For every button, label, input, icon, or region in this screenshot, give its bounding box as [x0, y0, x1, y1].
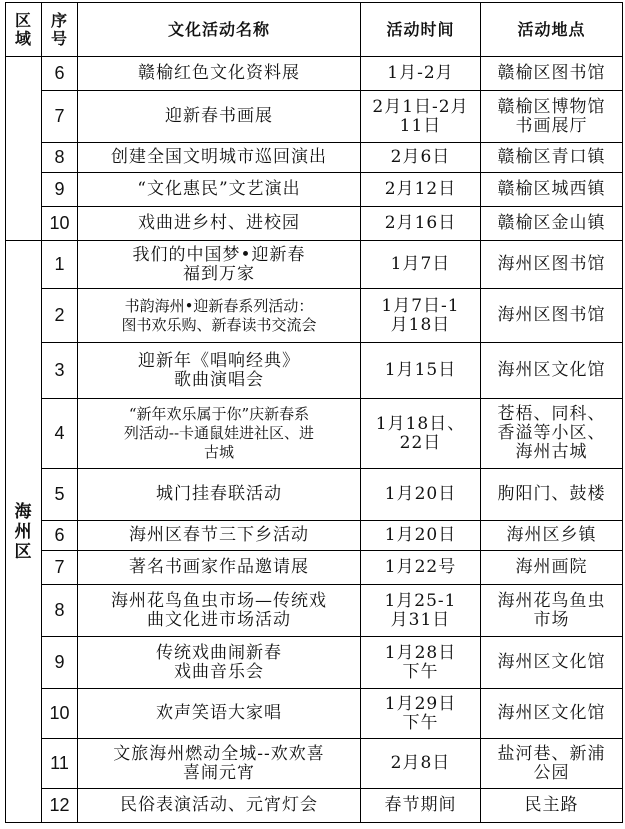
place-cell: 苍梧、同科、 香溢等小区、 海州古城	[481, 399, 623, 469]
place-cell: 赣榆区博物馆书画展厅	[481, 91, 623, 143]
name-cell: 民俗表演活动、元宵灯会	[78, 789, 361, 823]
time-cell: 2月16日	[361, 207, 481, 241]
table-row	[6, 585, 623, 637]
name-cell: 海州花鸟鱼虫市场—传统戏 曲文化进市场活动	[78, 585, 361, 637]
table-row	[6, 241, 623, 289]
header-name: 文化活动名称	[78, 3, 361, 57]
seq-cell: 11	[42, 739, 78, 789]
place-cell: 海州区图书馆	[481, 241, 623, 289]
seq-cell: 5	[42, 469, 78, 521]
seq-cell: 8	[42, 143, 78, 173]
seq-cell: 2	[42, 289, 78, 343]
name-cell: 海州区春节三下乡活动	[78, 521, 361, 551]
activity-table	[5, 2, 623, 823]
place-cell: 海州区乡镇	[481, 521, 623, 551]
place-cell: 海州画院	[481, 551, 623, 585]
time-cell: 春节期间	[361, 789, 481, 823]
time-cell: 1月15日	[361, 343, 481, 399]
time-cell: 1月29日 下午	[361, 689, 481, 739]
name-cell: 城门挂春联活动	[78, 469, 361, 521]
seq-cell: 9	[42, 637, 78, 689]
table-row	[6, 143, 623, 173]
place-cell: 朐阳门、鼓楼	[481, 469, 623, 521]
time-cell: 1月7日	[361, 241, 481, 289]
name-cell: 迎新年《唱响经典》 歌曲演唱会	[78, 343, 361, 399]
table-row	[6, 343, 623, 399]
table-row	[6, 739, 623, 789]
header-place: 活动地点	[481, 3, 623, 57]
time-cell: 2月6日	[361, 143, 481, 173]
header-row	[6, 3, 623, 57]
time-cell: 2月1日-2月11日	[361, 91, 481, 143]
table-row	[6, 637, 623, 689]
time-cell: 2月8日	[361, 739, 481, 789]
time-cell: 1月-2月	[361, 57, 481, 91]
name-cell: 文旅海州燃动全城--欢欢喜 喜闹元宵	[78, 739, 361, 789]
name-cell: 传统戏曲闹新春 戏曲音乐会	[78, 637, 361, 689]
name-cell: 赣榆红色文化资料展	[78, 57, 361, 91]
name-cell: 创建全国文明城市巡回演出	[78, 143, 361, 173]
seq-cell: 10	[42, 689, 78, 739]
seq-cell: 1	[42, 241, 78, 289]
activity-table-wrapper	[5, 2, 622, 823]
seq-cell: 3	[42, 343, 78, 399]
table-row	[6, 207, 623, 241]
place-cell: 海州区文化馆	[481, 343, 623, 399]
table-row	[6, 289, 623, 343]
seq-cell: 7	[42, 551, 78, 585]
time-cell: 1月20日	[361, 469, 481, 521]
time-cell: 1月20日	[361, 521, 481, 551]
seq-cell: 8	[42, 585, 78, 637]
region-cell-ganyu	[6, 57, 42, 241]
table-row	[6, 551, 623, 585]
place-cell: 赣榆区青口镇	[481, 143, 623, 173]
header-time: 活动时间	[361, 3, 481, 57]
table-row	[6, 689, 623, 739]
time-cell: 1月28日 下午	[361, 637, 481, 689]
place-cell: 海州区文化馆	[481, 689, 623, 739]
seq-cell: 4	[42, 399, 78, 469]
place-cell: 海州区文化馆	[481, 637, 623, 689]
time-cell: 1月7日-1 月18日	[361, 289, 481, 343]
name-cell: “新年欢乐属于你”庆新春系 列活动--卡通鼠娃进社区、进 古城	[78, 399, 361, 469]
name-cell: 我们的中国梦•迎新春 福到万家	[78, 241, 361, 289]
time-cell: 1月18日、 22日	[361, 399, 481, 469]
table-row	[6, 91, 623, 143]
name-cell: 欢声笑语大家唱	[78, 689, 361, 739]
seq-cell: 7	[42, 91, 78, 143]
name-cell: “文化惠民”文艺演出	[78, 173, 361, 207]
table-row	[6, 57, 623, 91]
table-row	[6, 469, 623, 521]
table-row	[6, 399, 623, 469]
place-cell: 海州花鸟鱼虫 市场	[481, 585, 623, 637]
time-cell: 1月22号	[361, 551, 481, 585]
header-seq: 序号	[42, 3, 78, 57]
seq-cell: 9	[42, 173, 78, 207]
table-row	[6, 521, 623, 551]
name-cell: 著名书画家作品邀请展	[78, 551, 361, 585]
name-cell: 迎新春书画展	[78, 91, 361, 143]
name-cell: 戏曲进乡村、进校园	[78, 207, 361, 241]
header-region: 区域	[6, 3, 42, 57]
region-cell-haizhou: 海州区	[6, 241, 42, 823]
name-cell: 书韵海州•迎新春系列活动： 图书欢乐购、新春读书交流会	[78, 289, 361, 343]
place-cell: 赣榆区金山镇	[481, 207, 623, 241]
table-row	[6, 789, 623, 823]
place-cell: 盐河巷、新浦 公园	[481, 739, 623, 789]
seq-cell: 12	[42, 789, 78, 823]
place-cell: 海州区图书馆	[481, 289, 623, 343]
seq-cell: 6	[42, 521, 78, 551]
table-row	[6, 173, 623, 207]
seq-cell: 6	[42, 57, 78, 91]
place-cell: 民主路	[481, 789, 623, 823]
time-cell: 2月12日	[361, 173, 481, 207]
seq-cell: 10	[42, 207, 78, 241]
time-cell: 1月25-1 月31日	[361, 585, 481, 637]
place-cell: 赣榆区城西镇	[481, 173, 623, 207]
place-cell: 赣榆区图书馆	[481, 57, 623, 91]
